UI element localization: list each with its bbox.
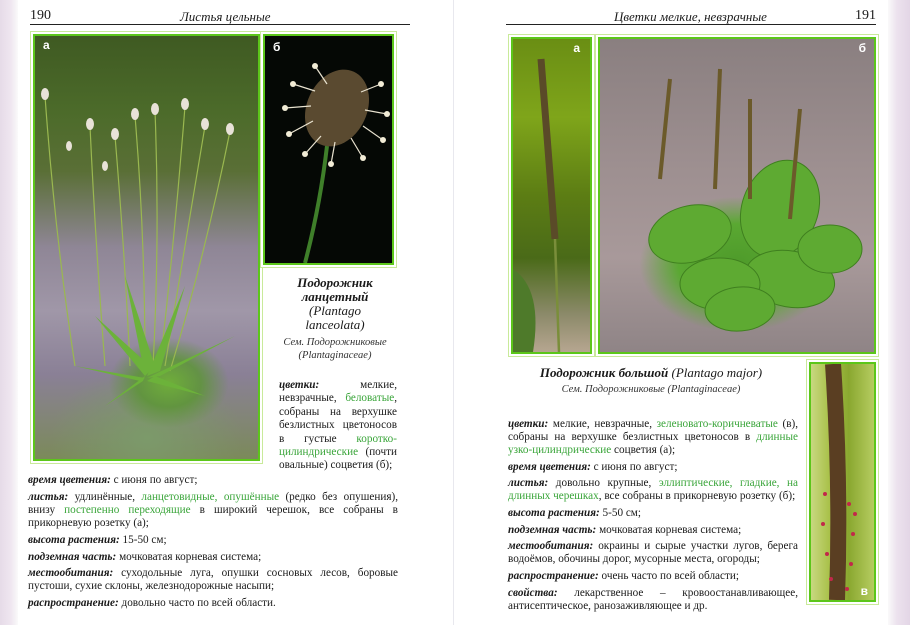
field-key: цветки: (279, 379, 320, 391)
field-key: время цветения: (28, 474, 111, 486)
text-run: , собраны на верхушке безлистных цветоносов в густые (279, 392, 397, 445)
photo-label-a: а (573, 41, 580, 55)
highlight-text: беловатые (345, 392, 395, 405)
left-page (18, 0, 453, 625)
description-main (28, 474, 398, 614)
text-run: (редко без опушения), внизу (28, 490, 399, 516)
text-run: мелкие, невзрачные, (279, 379, 397, 405)
habitat (28, 567, 398, 593)
bloom-time (508, 461, 798, 474)
species-name-latin-2: lanceolata) (305, 317, 365, 332)
habitat (508, 540, 798, 566)
species-name-latin: (Plantago major) (668, 365, 763, 380)
photo-b-plantago-major (598, 37, 876, 354)
description-main (508, 418, 798, 616)
description-flowers (279, 379, 397, 476)
highlight-text: ланцетовидные, опушённые (141, 490, 280, 503)
flower-closeup-illustration (811, 364, 874, 600)
photo-v-flower-closeup (809, 362, 876, 602)
field-value: мочковатая корневая система; (596, 523, 742, 536)
photo-b-flower-head (263, 34, 394, 265)
plant-height (28, 534, 398, 547)
field-key: распространение: (508, 569, 599, 582)
field-key: время цветения: (508, 460, 591, 473)
field-value: лекарственное – кровоостанавливающее, антисептическое, ранозаживляющее и др. (508, 586, 798, 612)
photo-a-plantago-lanceolata (33, 34, 260, 461)
distribution (508, 570, 798, 583)
underground-part (28, 551, 398, 564)
text-run: (почти овальные) соцветия (б); (279, 446, 397, 472)
book-edge-left (0, 0, 18, 625)
field-value: с июня по август; (590, 460, 678, 473)
properties (508, 587, 798, 613)
text-run: (в), собраны на верхушке безлистных цветоносов в (508, 418, 798, 444)
text-run: мелкие, невзрачные, (548, 418, 657, 430)
highlight-text: длинные узко-цилиндрические (508, 431, 798, 457)
plantain-stems-illustration (35, 36, 258, 459)
field-value: с июня по август; (110, 474, 198, 486)
species-caption (270, 276, 400, 362)
bloom-time (28, 474, 398, 487)
photo-label-b: б (858, 41, 866, 55)
field-value: 5-50 см; (599, 507, 641, 520)
distribution (28, 597, 398, 610)
field-key: местообитания: (28, 567, 114, 580)
family-name (270, 336, 400, 362)
family-line-2: (Plantaginaceae) (298, 350, 372, 361)
right-page (454, 0, 888, 625)
flowers-paragraph (508, 418, 798, 457)
text-run: довольно крупные, (548, 477, 659, 490)
running-header (30, 8, 410, 25)
plant-height (508, 507, 798, 520)
family-line-1: Сем. Подорожниковые (283, 337, 387, 348)
field-value: мочковатая корневая система; (116, 550, 262, 563)
running-header (506, 8, 876, 25)
highlight-text: зеленовато-коричневатые (656, 418, 778, 430)
species-name-latin-1: (Plantago (309, 303, 361, 318)
text-run: , все собраны в прикорневую розетку (б); (598, 490, 796, 503)
field-key: листья: (508, 477, 549, 490)
text-run: соцветия (а); (611, 444, 676, 457)
leaf-rosette-illustration (600, 39, 874, 352)
field-key: высота растения: (508, 507, 600, 520)
family-name: Сем. Подорожниковые (Plantaginaceae) (561, 384, 741, 395)
flower-head-illustration (265, 36, 392, 263)
photo-a-flower-spike (511, 37, 592, 354)
field-key: подземная часть: (28, 550, 117, 563)
species-caption (506, 365, 796, 396)
field-key: местообитания: (508, 540, 594, 553)
book-edge-right (888, 0, 910, 625)
header-title: Цветки мелкие, невзрачные (614, 9, 767, 24)
photo-label-b: б (273, 40, 281, 54)
photo-label-v: в (860, 584, 868, 598)
header-title: Листья цельные (180, 9, 271, 24)
species-name-ru-2: ланцетный (301, 289, 369, 304)
highlight-text: эллиптические, гладкие, на длинных черешках (508, 477, 798, 503)
page-number: 191 (855, 8, 876, 23)
highlight-text: коротко-цилиндрические (279, 432, 397, 459)
leaves (28, 491, 398, 531)
field-value: 15-50 см; (119, 533, 167, 546)
leaves (508, 477, 798, 503)
field-key: листья: (28, 490, 69, 503)
field-key: распространение: (28, 597, 119, 610)
flowers-paragraph (279, 379, 397, 473)
field-value: суходольные луга, опушки сосновых лесов, боровые пустоши, сухие склоны, железнодорожные насыпи; (28, 567, 398, 593)
highlight-text: постепенно переходящие (64, 503, 191, 516)
field-value: довольно часто по всей области. (118, 597, 276, 610)
field-key: цветки: (508, 418, 549, 430)
photo-label-a: а (43, 38, 50, 52)
underground-part (508, 524, 798, 537)
species-name-ru: Подорожник большой (539, 365, 669, 380)
field-value: окраины и сырые участки лугов, берега водоёмов, обочины дорог, мусорные места, огороды; (508, 540, 798, 566)
field-key: подземная часть: (508, 523, 597, 536)
field-key: свойства: (508, 586, 558, 599)
species-name (506, 365, 796, 381)
text-run: в широкий черешок, все собраны в прикорневую розетку (а); (28, 503, 398, 530)
field-key: высота растения: (28, 533, 120, 546)
text-run: удлинённые, (68, 490, 142, 503)
species-name-ru-1: Подорожник (297, 275, 373, 290)
flower-spike-illustration (513, 39, 590, 352)
page-number: 190 (30, 8, 51, 23)
field-value: очень часто по всей области; (598, 569, 739, 582)
